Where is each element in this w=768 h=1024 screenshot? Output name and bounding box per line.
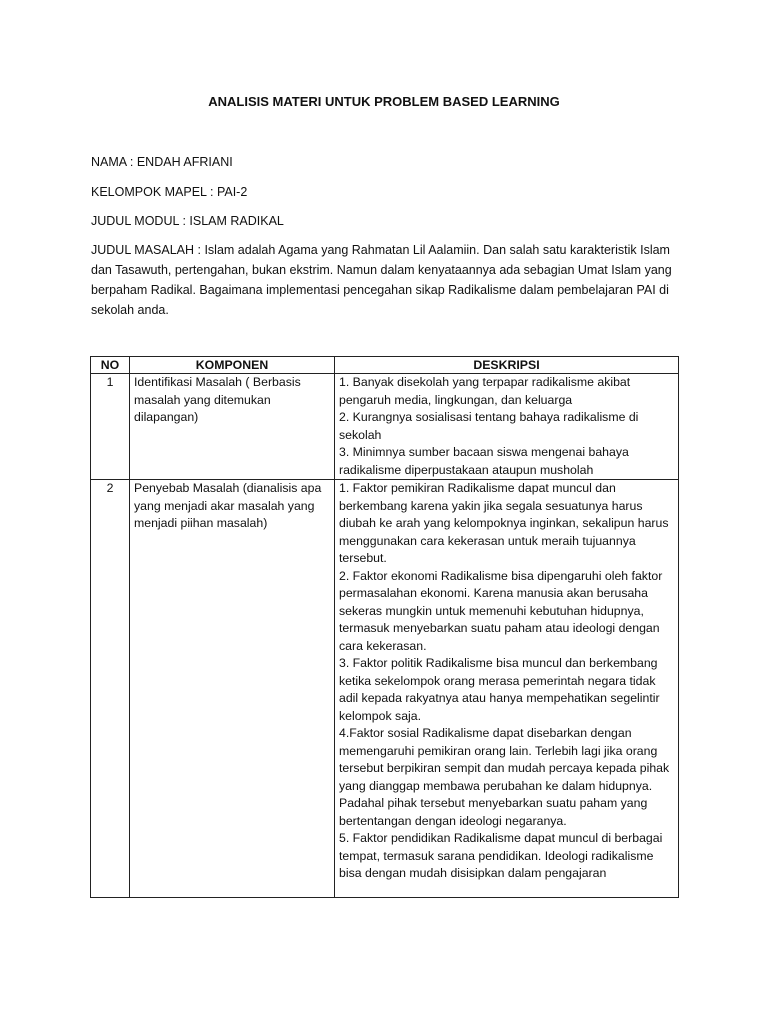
- kelompok-line: KELOMPOK MAPEL : PAI-2: [91, 185, 248, 199]
- table-header-row: [91, 357, 679, 374]
- header-deskripsi: DESKRIPSI: [335, 357, 679, 374]
- document-title: ANALISIS MATERI UNTUK PROBLEM BASED LEARNING: [208, 94, 560, 109]
- judul-masalah-paragraph: JUDUL MASALAH : Islam adalah Agama yang Rahmatan Lil Aalamiin. Dan salah satu karakteristik Islam dan Tasawuth, pertengahan, bukan ekstrim. Namun dalam kenyataannya ada sebagian Umat Islam yang berpaham Radikal. Bagaimana implementasi pencegahan sikap Radikalisme dalam pembelajaran PAI di sekolah anda.: [91, 243, 672, 317]
- judul-modul-line: JUDUL MODUL : ISLAM RADIKAL: [91, 214, 284, 228]
- row-number: 2: [91, 480, 130, 898]
- deskripsi-item: 2. Faktor ekonomi Radikalisme bisa dipengaruhi oleh faktor permasalahan ekonomi. Karena manusia akan berusaha sekeras mungkin untuk memenuhi kebutuhan hidupnya, termasuk menyebarkan suatu paham atau ideologi dengan cara kekerasan.: [339, 568, 663, 653]
- deskripsi-item: 1. Banyak disekolah yang terpapar radikalisme akibat pengaruh media, lingkungan, dan keluarga: [339, 375, 631, 407]
- deskripsi-item: 4.Faktor sosial Radikalisme dapat disebarkan dengan memengaruhi pemikiran orang lain. Terlebih lagi jika orang tersebut berpikiran sempit dan mudah percaya kepada pihak yang dianggap membawa perubahan ke dalam hidupnya. Padahal pihak tersebut menyebarkan suatu paham yang bertentangan dengan ideologi negaranya.: [339, 726, 670, 828]
- table-row: [91, 374, 679, 480]
- row-deskripsi: [335, 374, 679, 480]
- deskripsi-item: 5. Faktor pendidikan Radikalisme dapat muncul di berbagai tempat, termasuk sarana pendidikan. Ideologi radikalisme bisa dengan mudah disisipkan dalam pengajaran: [339, 831, 663, 880]
- deskripsi-item: 3. Faktor politik Radikalisme bisa muncul dan berkembang ketika sekelompok orang merasa pemerintah negara tidak adil kepada rakyatnya atau hanya mempehatikan segelintir kelompok saja.: [339, 656, 660, 723]
- row-komponen: Penyebab Masalah (dianalisis apa yang menjadi akar masalah yang menjadi piihan masalah): [130, 480, 335, 898]
- deskripsi-item: 2. Kurangnya sosialisasi tentang bahaya radikalisme di sekolah: [339, 410, 639, 442]
- row-komponen: Identifikasi Masalah ( Berbasis masalah yang ditemukan dilapangan): [130, 374, 335, 480]
- row-deskripsi: [335, 480, 679, 898]
- table-row: [91, 480, 679, 898]
- nama-line: NAMA : ENDAH AFRIANI: [91, 155, 233, 169]
- header-komponen: KOMPONEN: [130, 357, 335, 374]
- header-no: NO: [91, 357, 130, 374]
- deskripsi-item: 3. Minimnya sumber bacaan siswa mengenai bahaya radikalisme diperpustakaan ataupun musholah: [339, 445, 629, 477]
- deskripsi-item: 1. Faktor pemikiran Radikalisme dapat muncul dan berkembang karena yakin jika segala sesuatunya harus diubah ke arah yang kelompoknya inginkan, sekalipun harus menggunakan cara kekerasan untuk meraih tujuannya tersebut.: [339, 481, 669, 565]
- analysis-table: [90, 356, 679, 898]
- row-number: 1: [91, 374, 130, 480]
